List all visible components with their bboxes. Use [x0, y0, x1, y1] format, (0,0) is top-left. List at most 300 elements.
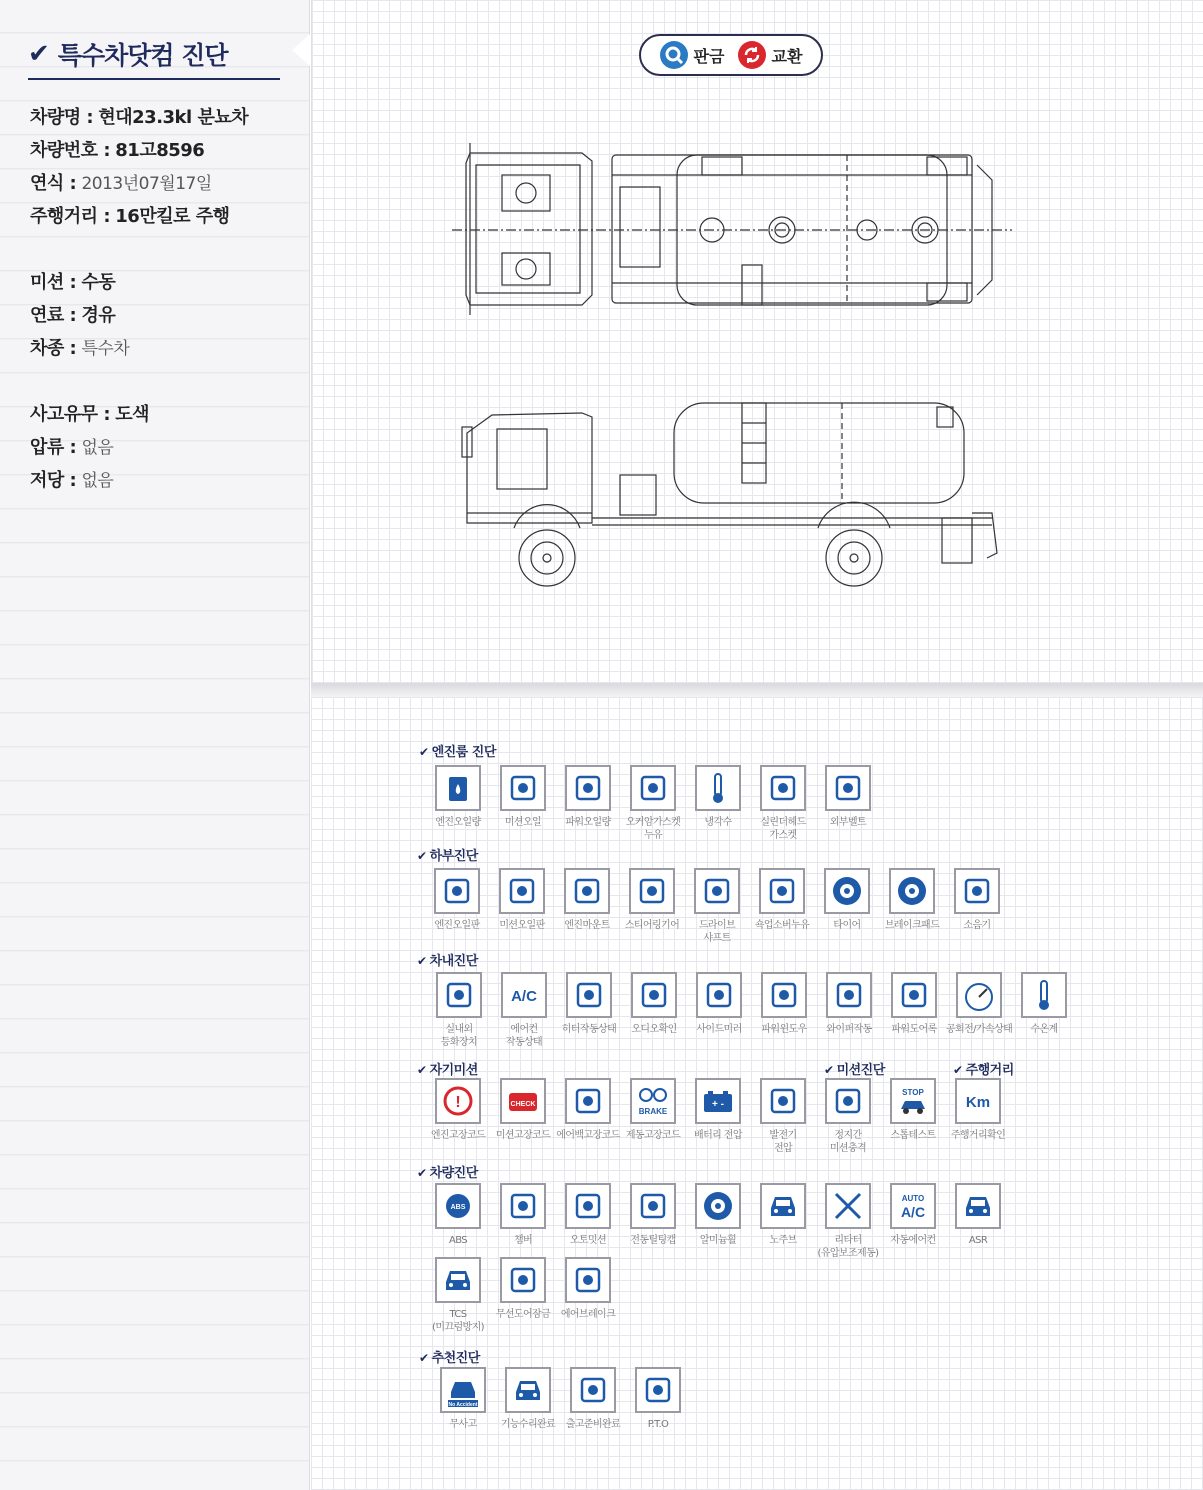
battery-icon-glyph: [698, 1081, 738, 1121]
diag-item[interactable]: [425, 1078, 491, 1142]
door-lock-icon[interactable]: [891, 972, 937, 1018]
info-value: 없음: [81, 438, 114, 458]
section-title-transmission: [824, 1059, 885, 1078]
coolant-icon[interactable]: [695, 765, 741, 811]
svg-text:A/C: A/C: [511, 988, 537, 1005]
diag-item[interactable]: [556, 972, 622, 1036]
svg-text:+ -: + -: [712, 1099, 724, 1110]
diag-item[interactable]: [879, 868, 945, 932]
caption-line: 오토밋션: [569, 1235, 607, 1246]
wiper-icon-glyph: [829, 975, 869, 1015]
no-accident-icon[interactable]: [440, 1367, 486, 1413]
diag-caption: [946, 1023, 1012, 1036]
damage-legend: [639, 34, 823, 76]
caption-line: 브레이크패드: [884, 920, 940, 931]
steering-gear-icon-glyph: [632, 871, 672, 911]
checkmark-icon: ✔: [28, 39, 50, 69]
info-row: [30, 301, 115, 327]
caption-line: P.T.O: [647, 1419, 669, 1430]
warning-icon[interactable]: [435, 1078, 481, 1124]
diag-caption: [491, 1023, 557, 1049]
tcs-icon[interactable]: [435, 1257, 481, 1303]
diag-item[interactable]: [560, 1367, 626, 1431]
cylinder-head-icon[interactable]: [760, 765, 806, 811]
diag-caption: [425, 1308, 491, 1334]
caption-line: 노주브: [769, 1235, 797, 1246]
oil-can-icon[interactable]: [435, 765, 481, 811]
diag-caption: [490, 1234, 556, 1247]
diag-caption: [1011, 1023, 1077, 1036]
diag-item[interactable]: [490, 1183, 556, 1247]
svg-text:STOP: STOP: [902, 1088, 924, 1097]
diag-item[interactable]: [425, 1257, 491, 1334]
section-title-self_diag: [417, 1059, 478, 1078]
cylinder-head-icon-glyph: [763, 768, 803, 808]
info-value: 2013년07월17일: [81, 174, 212, 194]
diag-item[interactable]: [750, 1183, 816, 1247]
diag-item[interactable]: [686, 972, 752, 1036]
diag-item[interactable]: [619, 868, 685, 932]
caption-line: 파워윈도우: [761, 1024, 807, 1035]
diag-item[interactable]: [621, 972, 687, 1036]
diag-item[interactable]: [426, 972, 492, 1049]
svg-text:Km: Km: [965, 1094, 991, 1111]
tcs-icon-glyph: [438, 1260, 478, 1300]
info-row: [30, 334, 129, 360]
pangeum-button[interactable]: [660, 41, 725, 69]
wrench-icon: [660, 41, 688, 69]
pangeum-label: 판금: [693, 46, 725, 66]
muffler-icon[interactable]: [954, 868, 1000, 914]
km-icon-glyph: [958, 1081, 998, 1121]
gyohwan-label: 교환: [771, 46, 803, 66]
caption-line: 기능수리완료: [500, 1419, 556, 1430]
diag-caption: [556, 1023, 622, 1036]
caption-line: 공회전/가속상태: [946, 1024, 1013, 1035]
caption-line: 실내외: [445, 1024, 473, 1035]
diag-item[interactable]: [495, 1367, 561, 1431]
diag-caption: [881, 1023, 947, 1036]
checkmark-icon: ✔: [953, 1063, 963, 1077]
checkmark-icon: ✔: [417, 1063, 427, 1077]
fluid-level-icon-glyph: [503, 768, 543, 808]
svg-text:!: !: [455, 1094, 461, 1111]
svg-text:ABS: ABS: [450, 1204, 466, 1211]
car-front-icon[interactable]: [760, 1183, 806, 1229]
power-window-icon[interactable]: [761, 972, 807, 1018]
km-icon[interactable]: [955, 1078, 1001, 1124]
diag-caption: [751, 1023, 817, 1036]
alloy-wheel-icon[interactable]: [695, 1183, 741, 1229]
info-value: 현대23.3kl 분뇨차: [98, 107, 249, 128]
side-mirror-icon-glyph: [699, 975, 739, 1015]
caption-line: 에어백고장코드: [556, 1130, 620, 1141]
refresh-icon: [738, 41, 766, 69]
diag-item[interactable]: [685, 1183, 751, 1247]
car-front-icon-glyph: [763, 1186, 803, 1226]
brake-pad-icon-glyph: [892, 871, 932, 911]
ready-icon-glyph: [573, 1370, 613, 1410]
brake-icon-glyph: [633, 1081, 673, 1121]
diag-item[interactable]: [880, 1183, 946, 1247]
info-key: 압류 :: [30, 437, 77, 458]
caption-line: 쇽업소버누유: [754, 920, 810, 931]
info-row: [30, 202, 230, 228]
diag-caption: [750, 816, 816, 842]
gauge-icon-glyph: [959, 975, 999, 1015]
section-title-vehicle: [417, 1162, 478, 1181]
diag-caption: [495, 1418, 561, 1431]
diag-caption: [490, 1308, 556, 1321]
diag-item[interactable]: [490, 1078, 556, 1142]
remote-key-icon[interactable]: [500, 1257, 546, 1303]
axle-icon-glyph: [828, 1081, 868, 1121]
heater-icon[interactable]: [566, 972, 612, 1018]
audio-icon[interactable]: [631, 972, 677, 1018]
headlight-icon[interactable]: [436, 972, 482, 1018]
diag-caption: [816, 1023, 882, 1036]
caption-line: 에어브레이크: [560, 1309, 616, 1320]
retarder-icon-glyph: [828, 1186, 868, 1226]
caption-line: 드라이브: [698, 920, 736, 931]
thermometer-icon-glyph: [1024, 975, 1064, 1015]
diag-caption: [425, 1129, 491, 1142]
info-value: 경유: [81, 305, 116, 326]
diag-item[interactable]: [880, 1078, 946, 1142]
section-separator: [311, 683, 1203, 697]
checkmark-icon: ✔: [824, 1063, 834, 1077]
diag-caption: [750, 1234, 816, 1247]
diag-item[interactable]: [555, 1183, 621, 1247]
repair-done-icon[interactable]: [505, 1367, 551, 1413]
check-engine-icon-glyph: [503, 1081, 543, 1121]
caption-line: 오디오확인: [631, 1024, 677, 1035]
diag-item[interactable]: [944, 868, 1010, 932]
diag-caption: [814, 919, 880, 932]
section-title-text: 자기미션: [429, 1063, 478, 1078]
section-title-mileage: [953, 1059, 1014, 1078]
power-window-icon-glyph: [764, 975, 804, 1015]
diag-item[interactable]: [625, 1367, 691, 1431]
diag-caption: [489, 919, 555, 932]
caption-line: 엔진마운트: [564, 920, 610, 931]
tire-icon[interactable]: [824, 868, 870, 914]
axle-icon[interactable]: [825, 1078, 871, 1124]
door-lock-icon-glyph: [894, 975, 934, 1015]
diag-caption: [555, 816, 621, 829]
diag-item[interactable]: [750, 765, 816, 842]
section-title-text: 차량진단: [429, 1166, 478, 1181]
diag-caption: [944, 919, 1010, 932]
diag-item[interactable]: [750, 1078, 816, 1155]
tilting-cab-icon[interactable]: [630, 1183, 676, 1229]
diag-item[interactable]: [945, 1183, 1011, 1247]
diag-item[interactable]: [555, 765, 621, 829]
abs-icon-glyph: [438, 1186, 478, 1226]
diag-item[interactable]: [620, 1183, 686, 1247]
gyohwan-button[interactable]: [738, 41, 803, 69]
info-key: 사고유무 :: [30, 404, 111, 425]
info-row: [30, 433, 113, 459]
diag-item[interactable]: [424, 868, 490, 932]
alloy-wheel-icon-glyph: [698, 1186, 738, 1226]
info-row: [30, 268, 115, 294]
diag-item[interactable]: [555, 1257, 621, 1321]
diag-item[interactable]: [620, 1078, 686, 1142]
diag-item[interactable]: [815, 1078, 881, 1155]
diag-item[interactable]: [491, 972, 557, 1049]
diag-caption: [879, 919, 945, 932]
diag-item[interactable]: [490, 1257, 556, 1321]
diag-item[interactable]: [554, 868, 620, 932]
tilting-cab-icon-glyph: [633, 1186, 673, 1226]
chamber-icon-glyph: [503, 1186, 543, 1226]
diag-caption: [424, 919, 490, 932]
panel-title-text: 특수차닷컴 진단: [57, 41, 228, 70]
section-title-engine_room: [419, 741, 496, 760]
caption-line: 누유: [643, 830, 663, 841]
diag-caption: [620, 1234, 686, 1247]
diag-item[interactable]: [425, 1183, 491, 1247]
no-accident-icon-glyph: [443, 1370, 483, 1410]
steering-gear-icon[interactable]: [629, 868, 675, 914]
fluid-level-icon[interactable]: [500, 765, 546, 811]
diag-item[interactable]: [815, 1183, 881, 1260]
diag-caption: [620, 1129, 686, 1142]
diag-item[interactable]: [684, 868, 750, 945]
diag-item[interactable]: [555, 1078, 621, 1142]
checkmark-icon: ✔: [419, 1351, 429, 1365]
brake-pad-icon[interactable]: [889, 868, 935, 914]
diagnostic-area: [311, 697, 1203, 1490]
thermometer-icon[interactable]: [1021, 972, 1067, 1018]
truck-top-view[interactable]: [452, 135, 1012, 325]
info-value: 도색: [115, 404, 150, 425]
diag-item[interactable]: [489, 868, 555, 932]
caption-line: 파워도어록: [891, 1024, 937, 1035]
pto-icon[interactable]: [635, 1367, 681, 1413]
caption-line: 자동에어컨: [890, 1235, 936, 1246]
info-key: 저당 :: [30, 470, 77, 491]
gasket-leak-icon-glyph: [633, 768, 673, 808]
info-key: 차종 :: [30, 338, 77, 359]
info-key: 미션 :: [30, 272, 77, 293]
abs-icon[interactable]: [435, 1183, 481, 1229]
diag-caption: [815, 1129, 881, 1155]
diag-item[interactable]: [490, 765, 556, 829]
drive-shaft-icon-glyph: [697, 871, 737, 911]
diag-caption: [490, 816, 556, 829]
diag-caption: [555, 1129, 621, 1142]
caption-line: 배터리 전압: [694, 1130, 742, 1141]
caption-line: 엔진오일판: [434, 920, 480, 931]
info-panel: [0, 0, 310, 1490]
battery-icon[interactable]: [695, 1078, 741, 1124]
caption-line: 발전기: [769, 1130, 797, 1141]
diag-caption: [686, 1023, 752, 1036]
svg-text:A/C: A/C: [900, 1204, 926, 1220]
caption-line: 전압: [773, 1143, 793, 1154]
stop-test-icon-glyph: [893, 1081, 933, 1121]
drive-shaft-icon[interactable]: [694, 868, 740, 914]
air-brake-icon-glyph: [568, 1260, 608, 1300]
diag-item[interactable]: [946, 972, 1012, 1036]
caption-line: 미션고장코드: [495, 1130, 551, 1141]
info-row: [30, 103, 248, 129]
gearbox-pan-icon-glyph: [502, 871, 542, 911]
diag-item[interactable]: [751, 972, 817, 1036]
ready-icon[interactable]: [570, 1367, 616, 1413]
diag-item[interactable]: [815, 765, 881, 829]
diag-item[interactable]: [685, 1078, 751, 1142]
caption-line: TCS: [449, 1309, 467, 1320]
panel-notch: [292, 34, 310, 66]
repair-done-icon-glyph: [508, 1370, 548, 1410]
diag-item[interactable]: [881, 972, 947, 1036]
caption-line: 에어컨: [510, 1024, 538, 1035]
caption-line: 등화장치: [440, 1037, 478, 1048]
info-value: 16만킬로 주행: [115, 206, 230, 227]
diag-item[interactable]: [620, 765, 686, 842]
oil-can-icon-glyph: [438, 768, 478, 808]
chamber-icon[interactable]: [500, 1183, 546, 1229]
info-value: 수동: [81, 272, 116, 293]
caption-line: 알미늄휠: [699, 1235, 737, 1246]
auto-ac-icon-glyph: [893, 1186, 933, 1226]
diag-caption: [880, 1129, 946, 1142]
info-key: 차량명 :: [30, 107, 94, 128]
diag-caption: [815, 1234, 881, 1260]
diag-caption: [750, 1129, 816, 1155]
diag-item[interactable]: [430, 1367, 496, 1431]
remote-key-icon-glyph: [503, 1260, 543, 1300]
checkmark-icon: ✔: [417, 849, 427, 863]
caption-line: 사이드미러: [696, 1024, 742, 1035]
section-title-undercarriage: [417, 845, 478, 864]
checkmark-icon: ✔: [417, 954, 427, 968]
alternator-icon-glyph: [763, 1081, 803, 1121]
gasket-leak-icon[interactable]: [630, 765, 676, 811]
diag-caption: [555, 1308, 621, 1321]
info-key: 주행거리 :: [30, 206, 111, 227]
oil-pan-icon[interactable]: [434, 868, 480, 914]
diag-caption: [685, 816, 751, 829]
truck-side-view[interactable]: [452, 393, 1012, 598]
retarder-icon[interactable]: [825, 1183, 871, 1229]
caption-line: 엔진오일량: [435, 817, 481, 828]
diag-caption: [560, 1418, 626, 1431]
caption-line: 소음기: [963, 920, 991, 931]
diag-caption: [554, 919, 620, 932]
shock-absorber-icon-glyph: [762, 871, 802, 911]
info-row: [30, 136, 204, 162]
svg-text:No Accident: No Accident: [448, 1402, 478, 1408]
check-engine-icon[interactable]: [500, 1078, 546, 1124]
brake-icon[interactable]: [630, 1078, 676, 1124]
svg-text:BRAKE: BRAKE: [638, 1107, 668, 1116]
checkmark-icon: ✔: [419, 745, 429, 759]
audio-icon-glyph: [634, 975, 674, 1015]
alternator-icon[interactable]: [760, 1078, 806, 1124]
belt-icon[interactable]: [825, 765, 871, 811]
caption-line: 가스켓: [769, 830, 797, 841]
caption-line: 실린더헤드: [760, 817, 806, 828]
diag-item[interactable]: [685, 765, 751, 829]
diag-item[interactable]: [425, 765, 491, 829]
diag-caption: [684, 919, 750, 945]
caption-line: 주행거리확인: [950, 1130, 1006, 1141]
caption-line: 미션충격: [829, 1143, 867, 1154]
info-key: 연식 :: [30, 173, 77, 194]
tire-icon-glyph: [827, 871, 867, 911]
diag-item[interactable]: [1011, 972, 1077, 1036]
caption-line: 엔진고장코드: [430, 1130, 486, 1141]
pto-icon-glyph: [638, 1370, 678, 1410]
caption-line: 오커암가스켓: [625, 817, 681, 828]
caption-line: 히터작동상태: [561, 1024, 617, 1035]
heater-icon-glyph: [569, 975, 609, 1015]
steering-drop-icon-glyph: [568, 768, 608, 808]
engine-mount-icon[interactable]: [564, 868, 610, 914]
diag-item[interactable]: [945, 1078, 1011, 1142]
air-brake-icon[interactable]: [565, 1257, 611, 1303]
ac-icon-glyph: [504, 975, 544, 1015]
diag-caption: [425, 1234, 491, 1247]
auto-ac-icon[interactable]: [890, 1183, 936, 1229]
caption-line: 전동틸팅캡: [630, 1235, 676, 1246]
section-title-text: 하부진단: [429, 849, 478, 864]
caption-line: 와이퍼작동: [826, 1024, 872, 1035]
info-value: 81고8596: [115, 140, 205, 161]
side-mirror-icon[interactable]: [696, 972, 742, 1018]
info-row: [30, 169, 212, 195]
caption-line: 수온계: [1030, 1024, 1058, 1035]
diag-caption: [749, 919, 815, 932]
diag-caption: [625, 1418, 691, 1431]
airbag-icon[interactable]: [565, 1078, 611, 1124]
coolant-icon-glyph: [698, 768, 738, 808]
caption-line: 무사고: [449, 1419, 477, 1430]
asr-icon[interactable]: [955, 1183, 1001, 1229]
caption-line: 제동고장코드: [625, 1130, 681, 1141]
caption-line: 외부벨트: [829, 817, 867, 828]
stop-test-icon[interactable]: [890, 1078, 936, 1124]
warning-icon-glyph: [438, 1081, 478, 1121]
checkmark-icon: ✔: [417, 1166, 427, 1180]
diag-caption: [685, 1234, 751, 1247]
svg-text:AUTO: AUTO: [901, 1194, 925, 1203]
gauge-icon[interactable]: [956, 972, 1002, 1018]
asr-icon-glyph: [958, 1186, 998, 1226]
info-value: 특수차: [81, 339, 130, 359]
info-value: 없음: [81, 471, 114, 491]
auto-transmission-icon[interactable]: [565, 1183, 611, 1229]
diag-caption: [425, 816, 491, 829]
caption-line: 미션오일판: [499, 920, 545, 931]
caption-line: 냉각수: [704, 817, 732, 828]
diag-item[interactable]: [816, 972, 882, 1036]
steering-drop-icon[interactable]: [565, 765, 611, 811]
gearbox-pan-icon[interactable]: [499, 868, 545, 914]
ac-icon[interactable]: [501, 972, 547, 1018]
headlight-icon-glyph: [439, 975, 479, 1015]
diag-caption: [945, 1129, 1011, 1142]
diag-item[interactable]: [749, 868, 815, 932]
caption-line: 타이어: [833, 920, 861, 931]
diag-item[interactable]: [814, 868, 880, 932]
shock-absorber-icon[interactable]: [759, 868, 805, 914]
wiper-icon[interactable]: [826, 972, 872, 1018]
